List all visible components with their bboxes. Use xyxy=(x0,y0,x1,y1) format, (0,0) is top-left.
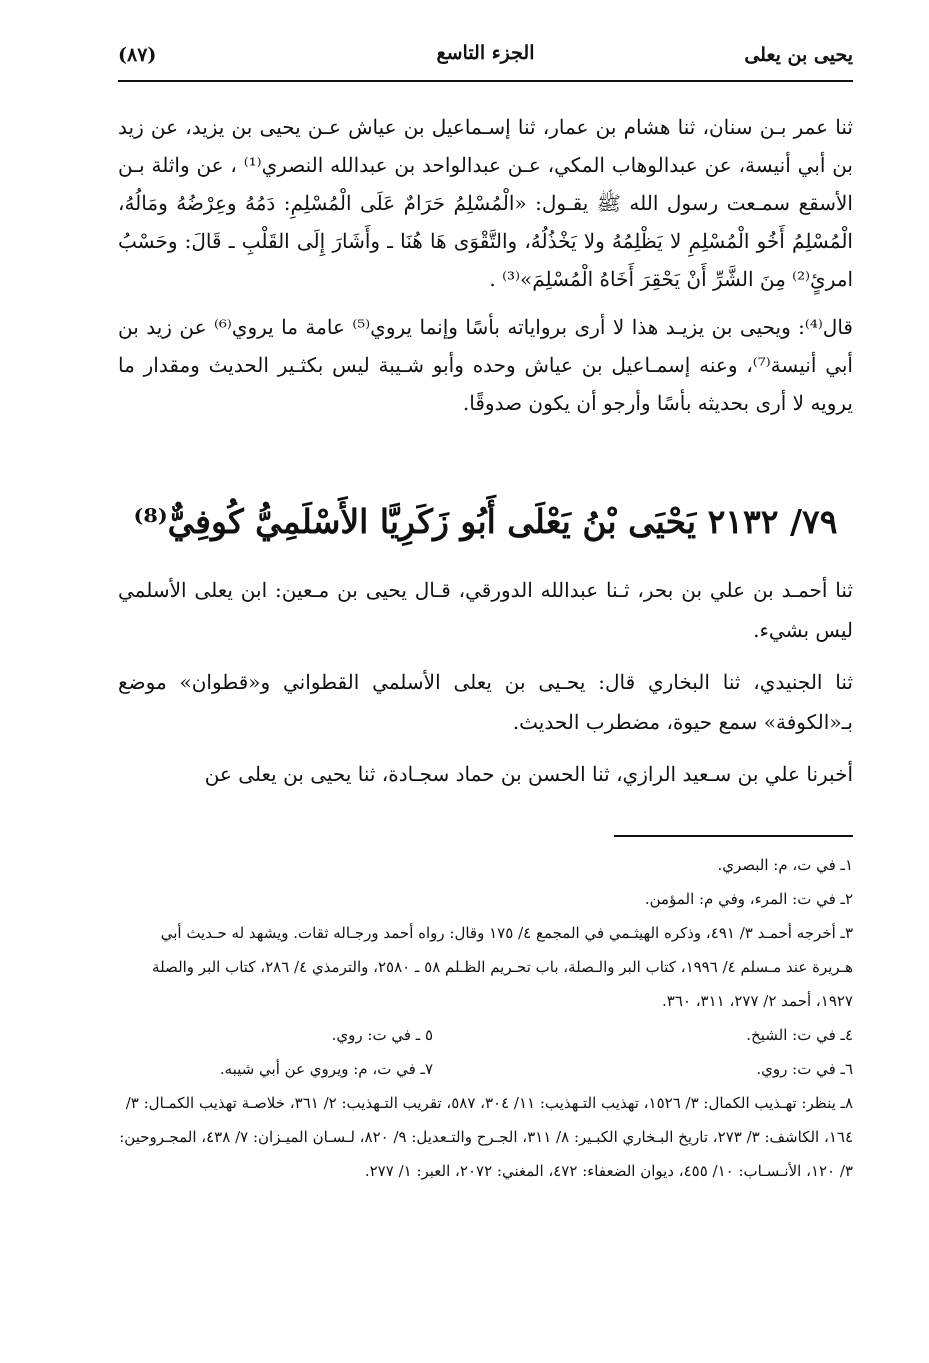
footnote-5: ٥ ـ في ت: روي. xyxy=(331,1026,433,1044)
part-label: الجزء التاسع xyxy=(436,42,535,64)
paragraph-comment: قال⁽⁴⁾: ويحيى بن يزيـد هذا لا أرى برواياته بأسًا وإنما يروي⁽⁵⁾ عامة ما يروي⁽⁶⁾ عن زيد بن أبي أنيسة⁽⁷⁾، وعنه إسمـاعيل بن عياش وحده وأبو شـيبة ليس بكثـير الحديث ومقدار ما يرويه لا أرى بحديثه بأسًا وأرجو أن يكون صدوقًا. xyxy=(118,315,853,415)
footnote-7: ٧ـ في ت، م: ويروي عن أبي شيبه. xyxy=(219,1060,433,1078)
paragraph-bukhari: ثنا الجنيدي، ثنا البخاري قال: يحـيى بن يعلى الأسلمي القطواني و«قطوان» موضع بـ«الكوفة» سمع حيوة، مضطرب الحديث. xyxy=(118,670,853,734)
footnote-divider xyxy=(614,835,853,837)
footnotes xyxy=(118,848,853,1188)
page-number: (٨٧) xyxy=(118,44,157,66)
entry-heading: ٧٩/ ٢١٣٢ يَحْيَى بْنُ يَعْلَى أَبُو زَكَرِيَّا الأَسْلَمِيُّ كُوفِيٌّ⁽⁸⁾ xyxy=(133,502,838,541)
footnote-4: ٤ـ في ت: الشيخ. xyxy=(746,1026,853,1044)
footnote-row-4-5 xyxy=(118,1018,853,1052)
paragraph-razi: أخبرنا علي بن سـعيد الرازي، ثنا الحسن بن حماد سجـادة، ثنا يحيى بن يعلى عن xyxy=(204,762,853,786)
footnote-6: ٦ـ في ت: روي. xyxy=(756,1060,853,1078)
paragraph-ibn-main: ثنا أحمـد بن علي بن بحر، ثـنا عبدالله الدورقي، قـال يحيى بن مـعين: ابن يعلى الأسلمي ليس بشيء. xyxy=(118,578,853,642)
main-text xyxy=(118,108,853,432)
footnote-row-6-7 xyxy=(118,1052,853,1086)
running-title: يحيى بن يعلى xyxy=(744,44,853,66)
footnote-1: ١ـ في ت، م: البصري. xyxy=(717,856,853,874)
paragraph-hadith: ثنا عمر بـن سنان، ثنا هشام بن عمار، ثنا إسـماعيل بن عياش عـن يحيى بن يزيد، عن زيد بن أبي أنيسة، عن عبدالوهاب المكي، عـن عبدالواحد بن عبدالله النصري⁽¹⁾ ، عن واثلة بـن الأسقع سمـعت رسول الله ﷺ يقـول: «الْمُسْلِمُ حَرَامٌ عَلَى الْمُسْلِمِ: دَمُهُ وعِرْضُهُ ومَالُهُ، الْمُسْلِمُ أَخُو الْمُسْلِمِ لا يَظْلِمُهُ ولا يَخْذُلُهُ، والتَّقْوَى هَا هُنَا ـ وأَشَارَ إِلَى القَلْبِ ـ قَالَ: وحَسْبُ امرئٍ⁽²⁾ مِنَ الشَّرِّ أَنْ يَحْقِرَ أَخَاهُ الْمُسْلِمَ»⁽³⁾ . xyxy=(118,115,854,291)
footnote-8: ٨ـ ينظر: تهـذيب الكمال: ٣/ ١٥٢٦، تهذيب التـهذيب: ١١/ ٣٠٤، ٥٨٧، تقريب التـهذيب: ٢/ ٣٦١، خلاصـة تهذيب الكمـال: ٣/ ١٦٤، الكاشف: ٣/ ٢٧٣، تاريخ البـخاري الكبـير: ٨/ ٣١١، الجـرح والتـعديل: ٩/ ٨٢٠، لـسـان الميـزان: ٧/ ٤٣٨، المجـروحين: ٣/ ١٢٠، الأنـسـاب: ١٠/ ٤٥٥، ديوان الضعفاء: ٤٧٢، المغني: ٢٠٧٢، العبر: ١/ ٢٧٧. xyxy=(119,1094,853,1180)
entry-text xyxy=(118,570,853,806)
page-header xyxy=(118,38,853,82)
footnote-2: ٢ـ في ت: المرء، وفي م: المؤمن. xyxy=(644,890,853,908)
footnote-3: ٣ـ أخرجه أحمـد ٣/ ٤٩١، وذكره الهيثـمي في المجمع ٤/ ١٧٥ وقال: رواه أحمد ورجـاله ثقات. ويشهد له حـديث أبي هـريرة عند مـسلم ٤/ ١٩٩٦، كتاب البر والـصلة، باب تحـريم الظـلم ٥٨ ـ ٢٥٨٠، والترمذي ٤/ ٢٨٦، كتاب البر والصلة ١٩٢٧، أحمد ٢/ ٢٧٧، ٣١١، ٣٦٠. xyxy=(152,924,853,1010)
header-divider xyxy=(118,80,853,82)
